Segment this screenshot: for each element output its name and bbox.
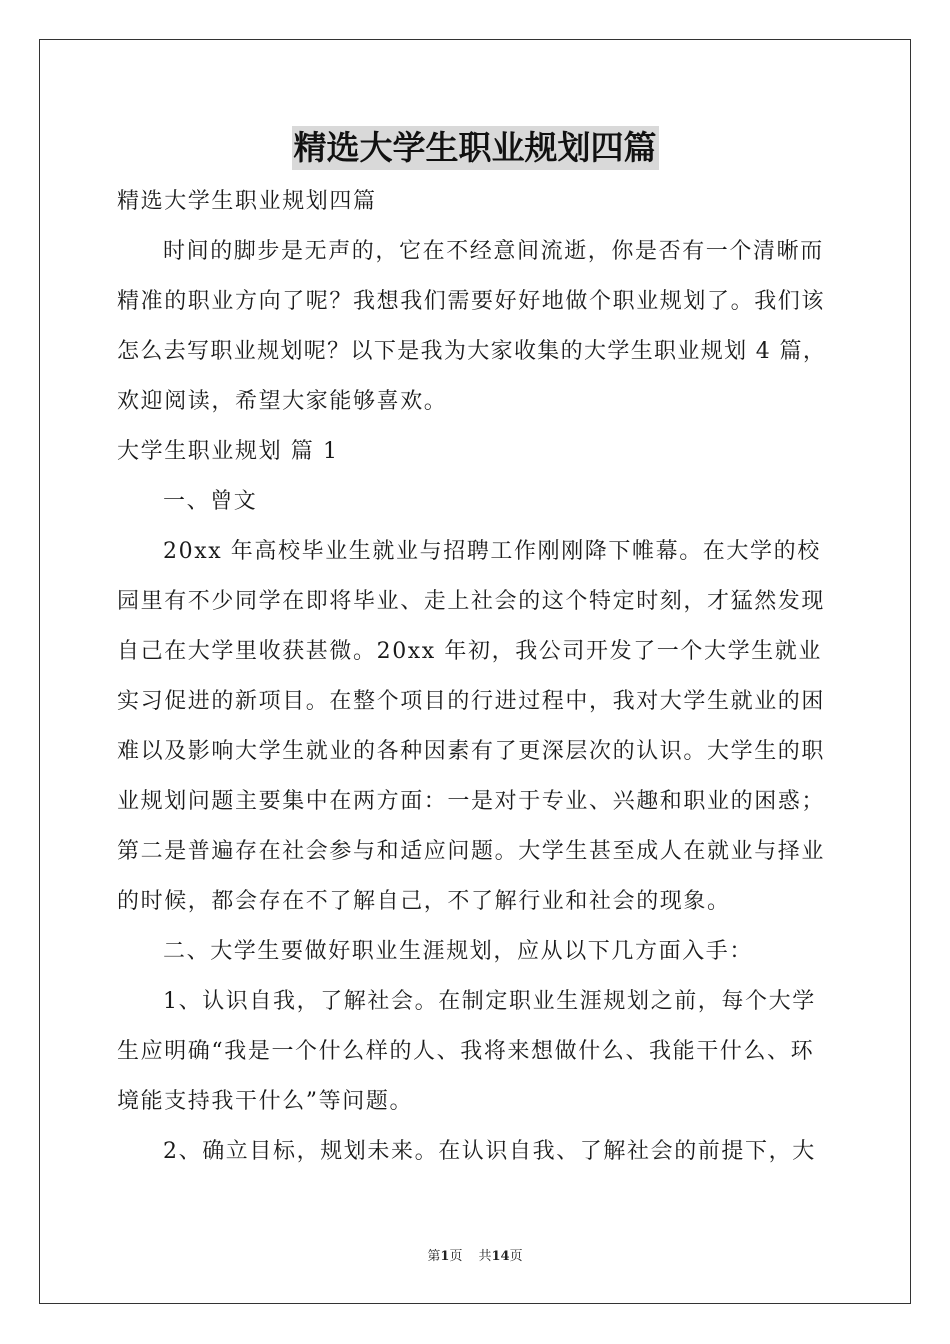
text-line: 的时候，都会存在不了解自己，不了解行业和社会的现象。 xyxy=(117,889,731,914)
title-container xyxy=(0,126,950,170)
text-line: 实习促进的新项目。在整个项目的行进过程中，我对大学生就业的困 xyxy=(117,689,826,714)
text-line: 生应明确“我是一个什么样的人、我将来想做什么、我能干什么、环 xyxy=(117,1039,815,1064)
text-line: 二、大学生要做好职业生涯规划，应从以下几方面入手： xyxy=(163,939,754,964)
footer-total-prefix: 共 xyxy=(478,1249,492,1264)
text-line: 2、确立目标，规划未来。在认识自我、了解社会的前提下，大 xyxy=(163,1139,816,1164)
text-line: 一、曾文 xyxy=(163,489,258,514)
footer-page-number: 1 xyxy=(440,1249,450,1264)
footer-page-suffix: 页 xyxy=(449,1249,463,1264)
text-line: 20xx 年高校毕业生就业与招聘工作刚刚降下帷幕。在大学的校 xyxy=(163,539,821,564)
footer-total-pages: 14 xyxy=(491,1249,510,1264)
page-footer xyxy=(0,1245,950,1264)
text-line: 境能支持我干什么”等问题。 xyxy=(117,1089,414,1114)
text-line: 园里有不少同学在即将毕业、走上社会的这个特定时刻，才猛然发现 xyxy=(117,589,826,614)
footer-total-suffix: 页 xyxy=(509,1249,523,1264)
document-title: 精选大学生职业规划四篇 xyxy=(292,126,659,170)
text-line: 怎么去写职业规划呢？以下是我为大家收集的大学生职业规划 4 篇， xyxy=(117,339,827,364)
text-line: 精选大学生职业规划四篇 xyxy=(117,189,377,214)
text-line: 第二是普遍存在社会参与和适应问题。大学生甚至成人在就业与择业 xyxy=(117,839,826,864)
text-line: 1、认识自我，了解社会。在制定职业生涯规划之前，每个大学 xyxy=(163,989,816,1014)
text-line: 难以及影响大学生就业的各种因素有了更深层次的认识。大学生的职 xyxy=(117,739,826,764)
text-line: 自己在大学里收获甚微。20xx 年初，我公司开发了一个大学生就业 xyxy=(117,639,823,664)
document-body xyxy=(117,177,833,1177)
text-line: 业规划问题主要集中在两方面：一是对于专业、兴趣和职业的困惑； xyxy=(117,789,826,814)
footer-page-prefix: 第 xyxy=(427,1249,441,1264)
text-line: 精准的职业方向了呢？我想我们需要好好地做个职业规划了。我们该 xyxy=(117,289,826,314)
text-line: 时间的脚步是无声的，它在不经意间流逝，你是否有一个清晰而 xyxy=(163,239,824,264)
text-line: 大学生职业规划 篇 1 xyxy=(117,439,339,464)
text-line: 欢迎阅读，希望大家能够喜欢。 xyxy=(117,389,448,414)
